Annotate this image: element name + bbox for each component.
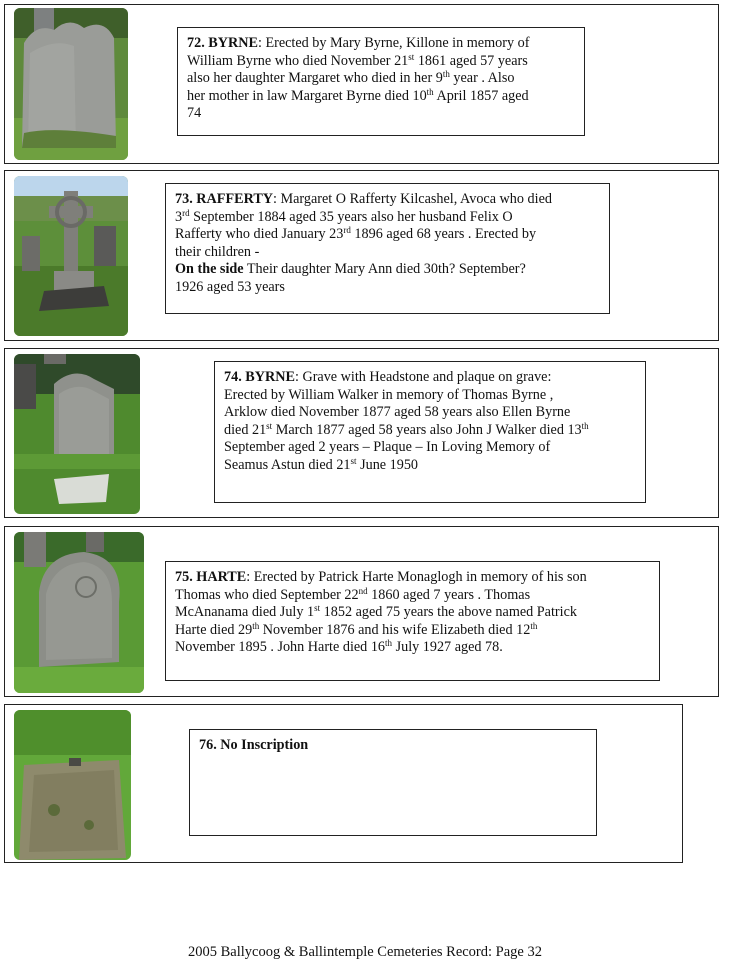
inscription-line xyxy=(175,639,650,657)
inscription-text: : Erected by Mary Byrne, Killone in memory of xyxy=(257,35,530,51)
inscription-text: rd xyxy=(182,207,190,218)
inscription-line xyxy=(175,261,600,279)
inscription-line xyxy=(175,604,650,622)
inscription-line xyxy=(224,422,636,440)
inscription-text: 3 xyxy=(175,208,183,225)
inscription-line xyxy=(175,622,650,640)
inscription-text: st xyxy=(350,455,357,466)
inscription-text: also her daughter Margaret who died in her 9 xyxy=(187,70,443,87)
inscription-text: 1926 aged 53 years xyxy=(175,278,285,295)
entry-surname: BYRNE xyxy=(245,369,295,385)
inscription-text: st xyxy=(266,420,273,431)
inscription-line xyxy=(175,191,600,209)
headstone-photo xyxy=(14,8,128,160)
inscription-line xyxy=(175,279,600,297)
inscription-text: July 1927 aged 78. xyxy=(392,639,503,656)
entry-76 xyxy=(4,704,683,863)
entry-74 xyxy=(4,348,719,518)
inscription-text: 1852 aged 75 years the above named Patrick xyxy=(320,604,577,621)
inscription-text: : Margaret O Rafferty Kilcashel, Avoca who died xyxy=(273,191,552,207)
inscription-line xyxy=(187,88,575,106)
inscription-line xyxy=(187,70,575,88)
inscription-text: died 21 xyxy=(224,421,267,438)
entry-73 xyxy=(4,170,719,341)
inscription-text: her mother in law Margaret Byrne died 10 xyxy=(187,87,427,104)
inscription-line xyxy=(224,457,636,475)
inscription-text: William Byrne who died November 21 xyxy=(187,52,409,69)
entry-surname: RAFFERTY xyxy=(196,191,274,207)
inscription-text: Their daughter Mary Ann died 30th? September? xyxy=(243,261,526,278)
inscription-line xyxy=(187,105,575,123)
entry-number: 72. xyxy=(187,35,209,51)
inscription-text: September aged 2 years – Plaque – In Loving Memory of xyxy=(224,439,551,456)
inscription-text: Harte died 29 xyxy=(175,621,253,638)
inscription-text: McAnanama died July 1 xyxy=(175,604,315,621)
inscription-line xyxy=(187,53,575,71)
headstone-photo xyxy=(14,532,144,693)
page-footer: 2005 Ballycoog & Ballintemple Cemeteries Record: Page 32 xyxy=(188,944,542,960)
inscription-text: th xyxy=(385,638,393,649)
inscription-line xyxy=(224,387,636,405)
entry-number: 73. xyxy=(175,191,197,207)
inscription-text: year . Also xyxy=(449,70,515,87)
entry-surname: No Inscription xyxy=(220,737,309,753)
inscription-text: st xyxy=(408,51,415,62)
entry-number: 76. xyxy=(199,737,221,753)
inscription-text: : Erected by Patrick Harte Monaglogh in memory of his son xyxy=(246,569,587,585)
inscription-text: th xyxy=(530,620,538,631)
inscription-text: th xyxy=(426,86,434,97)
inscription-line xyxy=(187,35,575,53)
inscription-text: th xyxy=(252,620,260,631)
inscription-text: November 1876 and his wife Elizabeth died 12 xyxy=(259,621,531,638)
inscription-text: Rafferty who died January 23 xyxy=(175,226,344,243)
inscription-text: Arklow died November 1877 aged 58 years also Ellen Byrne xyxy=(224,404,571,421)
inscription-text: Seamus Astun died 21 xyxy=(224,456,351,473)
entry-surname: BYRNE xyxy=(208,35,258,51)
inscription-text: th xyxy=(442,69,450,80)
inscription-text: th xyxy=(581,420,589,431)
grave-plot-photo xyxy=(14,710,131,860)
entry-number: 74. xyxy=(224,369,246,385)
inscription-line xyxy=(199,737,587,755)
inscription-line xyxy=(175,226,600,244)
inscription-text: April 1857 aged xyxy=(433,87,529,104)
inscription-line xyxy=(175,244,600,262)
inscription-text: st xyxy=(314,603,321,614)
inscription-text: : Grave with Headstone and plaque on grave: xyxy=(294,369,552,385)
headstone-plaque-photo xyxy=(14,354,140,514)
inscription-text: nd xyxy=(358,585,368,596)
inscription-text: 1896 aged 68 years . Erected by xyxy=(350,226,537,243)
inscription-line xyxy=(175,569,650,587)
inscription-line xyxy=(224,404,636,422)
inscription-text: their children - xyxy=(175,243,260,260)
inscription-line xyxy=(224,369,636,387)
inscription-text: 1860 aged 7 years . Thomas xyxy=(367,586,531,603)
entry-text-box xyxy=(177,27,585,136)
inscription-line xyxy=(224,439,636,457)
entry-75 xyxy=(4,526,719,697)
inscription-text: Thomas who died September 22 xyxy=(175,586,359,603)
entry-number: 75. xyxy=(175,569,197,585)
inscription-text: June 1950 xyxy=(356,456,419,473)
inscription-text: rd xyxy=(343,225,351,236)
inscription-text: March 1877 aged 58 years also John J Walker died 13 xyxy=(272,421,582,438)
inscription-text: Erected by William Walker in memory of Thomas Byrne , xyxy=(224,386,554,403)
inscription-line xyxy=(175,587,650,605)
entry-text-box xyxy=(189,729,597,836)
inscription-line xyxy=(175,209,600,227)
inscription-text: November 1895 . John Harte died 16 xyxy=(175,639,386,656)
inscription-text: September 1884 aged 35 years also her husband Felix O xyxy=(189,208,513,225)
entry-text-box xyxy=(214,361,646,503)
entry-72 xyxy=(4,4,719,164)
inscription-text: 1861 aged 57 years xyxy=(414,52,528,69)
inscription-text: 74 xyxy=(187,105,202,122)
entry-surname: HARTE xyxy=(196,569,247,585)
entry-text-box xyxy=(165,183,610,314)
celtic-cross-photo xyxy=(14,176,128,336)
entry-text-box xyxy=(165,561,660,681)
inscription-text: On the side xyxy=(175,261,244,278)
